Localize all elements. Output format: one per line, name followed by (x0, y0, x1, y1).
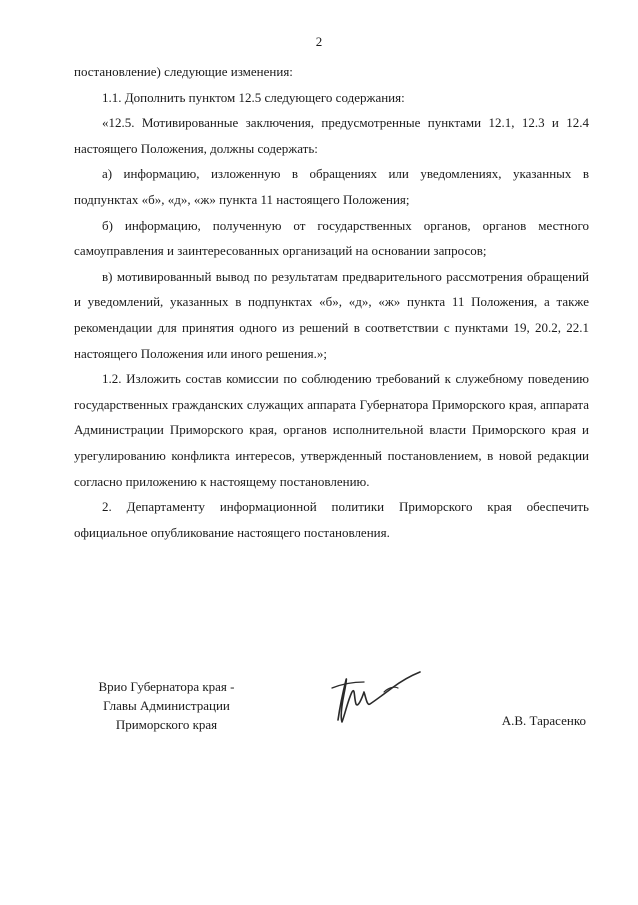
signature-block (74, 675, 589, 735)
paragraph-1-2: 1.2. Изложить состав комиссии по соблюдению требований к служебному поведению государственных гражданских служащих аппарата Губернатора Приморского края, аппарата Администрации Приморского края, органов исполнительной власти Приморского края и урегулированию конфликта интересов, утвержденный постановлением, в новой редакции согласно приложению к настоящему постановлению. (74, 371, 589, 489)
document-body (74, 59, 589, 545)
handwritten-signature (324, 670, 424, 732)
signatory-title-line: Врио Губернатора края - (98, 679, 235, 694)
signatory-title (74, 677, 259, 734)
paragraph-item-v: в) мотивированный вывод по результатам предварительного рассмотрения обращений и уведомлений, указанных в подпунктах «б», «д», «ж» пункта 11 Положения, а также рекомендации для принятия одного из решений в соответствии с пунктами 19, 20.2, 22.1 настоящего Положения или иного решения.»; (74, 268, 589, 361)
signatory-title-line: Главы Администрации (103, 698, 230, 713)
paragraph-item-b: б) информацию, полученную от государственных органов, органов местного самоуправления и заинтересованных организаций на основании запросов; (74, 217, 589, 259)
paragraph-12-5: «12.5. Мотивированные заключения, предусмотренные пунктами 12.1, 12.3 и 12.4 настоящего Положения, должны содержать: (74, 115, 589, 156)
paragraph-1-1: 1.1. Дополнить пунктом 12.5 следующего содержания: (102, 89, 405, 105)
paragraph-2: 2. Департаменту информационной политики Приморского края обеспечить официальное опубликование настоящего постановления. (74, 499, 589, 540)
paragraph-item-a: а) информацию, изложенную в обращениях или уведомлениях, указанных в подпунктах «б», «д», «ж» пункта 11 настоящего Положения; (74, 166, 589, 207)
page-number: 2 (315, 34, 323, 49)
signatory-name: А.В. Тарасенко (501, 713, 586, 728)
signatory-title-line: Приморского края (115, 717, 218, 732)
paragraph-continuation: постановление) следующие изменения: (74, 64, 293, 79)
